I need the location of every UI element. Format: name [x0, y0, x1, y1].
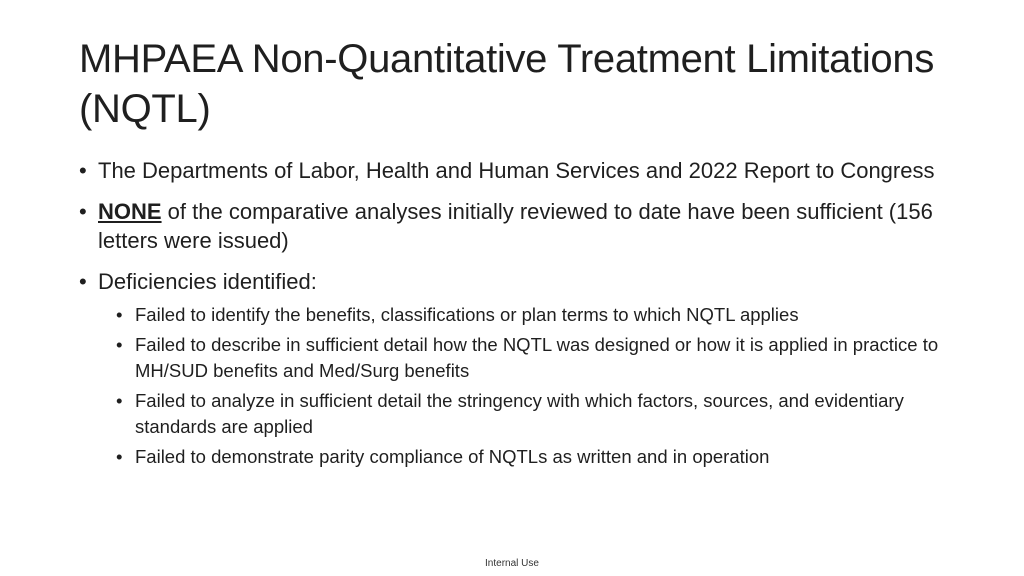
bullet-icon: • [79, 158, 87, 183]
bullet-icon: • [79, 269, 87, 294]
bullet-icon: • [116, 334, 123, 355]
sub-bullet-text: Failed to identify the benefits, classifications or plan terms to which NQTL applies [135, 304, 799, 325]
slide-title: MHPAEA Non-Quantitative Treatment Limitations (NQTL) [79, 37, 935, 131]
footer-label: Internal Use [485, 558, 539, 569]
bullet-icon: • [116, 390, 123, 411]
sub-bullet-item [116, 332, 949, 384]
bullet-item [79, 156, 949, 185]
sub-bullet-item [116, 444, 949, 470]
bullet-icon: • [116, 304, 123, 325]
bullet-text: Deficiencies identified: [98, 269, 317, 294]
bullet-text: of the comparative analyses initially reviewed to date have been sufficient (156 letters were issued) [98, 199, 933, 253]
sub-bullet-item [116, 302, 949, 328]
bullet-icon: • [79, 199, 87, 224]
sub-bullet-text: Failed to describe in sufficient detail how the NQTL was designed or how it is applied in practice to MH/SUD benefits and Med/Surg benefits [135, 334, 939, 381]
sub-bullet-text: Failed to analyze in sufficient detail the stringency with which factors, sources, and evidentiary standards are applied [135, 390, 904, 437]
bullet-icon: • [116, 446, 123, 467]
sub-bullet-item [116, 388, 949, 440]
bullet-item [79, 197, 949, 255]
bullet-text: The Departments of Labor, Health and Human Services and 2022 Report to Congress [98, 158, 935, 183]
emphasis-none: NONE [98, 199, 162, 224]
sub-bullet-text: Failed to demonstrate parity compliance of NQTLs as written and in operation [135, 446, 770, 467]
bullet-list [79, 156, 949, 474]
bullet-item [79, 267, 949, 296]
sub-bullet-list [79, 302, 949, 470]
